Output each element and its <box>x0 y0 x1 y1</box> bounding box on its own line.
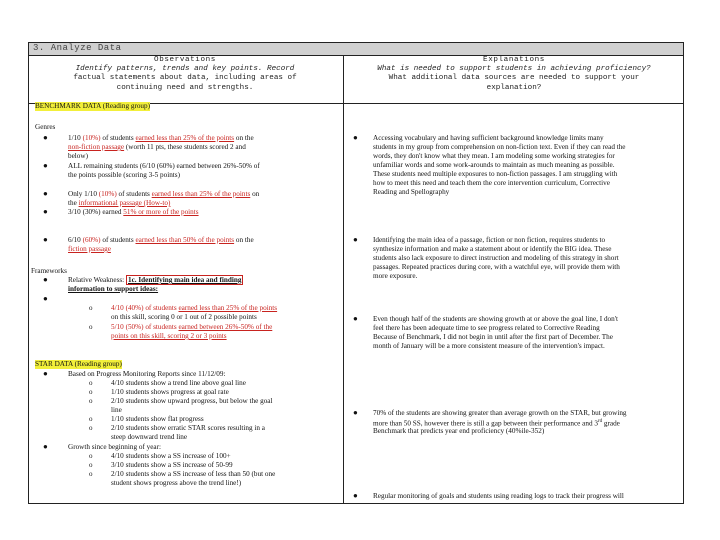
explanation-4-line-2: more than 50 SS, however there is still a gap between their performance and 3rd grade <box>373 419 620 428</box>
benchmark-bullet-2-line-2: the points possible (scoring 3-5 points) <box>68 171 180 179</box>
bullet-icon: ● <box>43 369 48 378</box>
star-sub-line: 2/10 students show erratic STAR scores resulting in a <box>111 424 265 432</box>
section-title: 3. Analyze Data <box>33 43 122 53</box>
observations-subtitle-2: factual statements about data, including areas of <box>73 74 297 83</box>
benchmark-bullet-1-line-2: non-fiction passage (worth 11 pts, these students scored 2 and <box>68 143 246 151</box>
observations-subtitle-1: Identify patterns, trends and key points. Record <box>75 65 295 74</box>
star-sub-line: 2/10 students show upward progress, but below the goal <box>111 397 273 405</box>
observations-header <box>29 56 341 93</box>
sub-bullet-icon: o <box>89 304 93 312</box>
bullet-icon: ● <box>353 408 358 417</box>
benchmark-heading: BENCHMARK DATA (Reading group) <box>35 102 151 110</box>
explanation-4-line-3: Benchmark that predicts year end proficiency (40%ile-352) <box>373 427 545 435</box>
explanation-1-line: how to meet this need and teach them the core intervention curriculum, Corrective <box>373 179 610 187</box>
observations-title: Observations <box>154 56 216 64</box>
explanation-1-line: unfamiliar words and some work-arounds to maintain as much meaning as possible. <box>373 161 615 169</box>
explanation-2-line: more exposure. <box>373 272 418 280</box>
column-divider <box>343 56 344 503</box>
bullet-icon: ● <box>353 314 358 323</box>
explanation-1-line: Accessing vocabulary and having sufficient background knowledge limits many <box>373 134 604 142</box>
sub-bullet-icon: o <box>89 470 93 478</box>
explanation-3-line: month of January will be a more consistent measure of the intervention's impact. <box>373 342 605 350</box>
sub-bullet-icon: o <box>89 452 93 460</box>
benchmark-bullet-3-line-1: Only 1/10 (10%) of students earned less than 25% of the points on <box>68 190 260 198</box>
explanation-5-line: Regular monitoring of goals and students using reading logs to track their progress will <box>373 492 624 500</box>
benchmark-bullet-3-line-2: the informational passage (How-to) <box>68 199 171 207</box>
framework-bullet-line-2: information to support ideas: <box>68 285 159 293</box>
bullet-icon: ● <box>353 133 358 142</box>
explanation-4-line-1: 70% of the students are showing greater than average growth on the STAR, but growing <box>373 409 627 417</box>
benchmark-bullet-4: 3/10 (30%) earned 51% or more of the points <box>68 208 199 216</box>
explanation-3-line: Because of Benchmark, I did not begin in until after the first part of December. The <box>373 333 613 341</box>
sub-bullet-icon: o <box>89 461 93 469</box>
bullet-icon: ● <box>353 491 358 500</box>
explanations-subtitle-1: What is needed to support students in achieving proficiency? <box>377 65 651 74</box>
bullet-icon: ● <box>43 275 48 284</box>
explanations-subtitle-3: explanation? <box>486 83 542 92</box>
section-title-bar <box>29 43 683 56</box>
genres-label: Genres <box>35 123 56 131</box>
sub-bullet-icon: o <box>89 379 93 387</box>
sub-bullet-icon: o <box>89 424 93 432</box>
explanation-3-line: Even though half of the students are showing growth at or above the goal line, I don't <box>373 315 619 323</box>
star-sub-line: 1/10 students show flat progress <box>111 415 204 423</box>
star-sub-line: steep downward trend line <box>111 433 188 441</box>
framework-sub-2-line-1: 5/10 (50%) of students earned between 26%-50% of the <box>111 323 273 331</box>
explanation-2-line: Identifying the main idea of a passage, fiction or non fiction, requires students to <box>373 236 606 244</box>
explanation-3-line: feel there has been adequate time to see progress related to Corrective Reading <box>373 324 600 332</box>
explanation-2-line: students also lack exposure to direct instruction and modeling of this strategy in short <box>373 254 619 262</box>
observations-subtitle-3: continuing need and strengths. <box>116 83 254 92</box>
sub-bullet-icon: o <box>89 388 93 396</box>
star-sub-line: line <box>111 406 122 414</box>
bullet-icon: ● <box>43 207 48 216</box>
growth-line: 2/10 students show a SS increase of less than 50 (but one <box>111 470 276 478</box>
bullet-icon: ● <box>43 294 48 303</box>
explanation-1-line: words, they don't know what they mean. I am modeling some working strategies for <box>373 152 615 160</box>
bullet-icon: ● <box>43 235 48 244</box>
framework-bullet-line-1: Relative Weakness: 1c. Identifying main idea and finding <box>68 276 242 284</box>
explanation-2-line: passages. Repeated practices during core, with a watchful eye, will provide them with <box>373 263 620 271</box>
explanation-1-line: Reading and Spellography <box>373 188 450 196</box>
analyze-data-table <box>28 42 684 504</box>
bullet-icon: ● <box>43 161 48 170</box>
star-sub-line: 4/10 students show a trend line above goal line <box>111 379 246 387</box>
growth-line: 4/10 students show a SS increase of 100+ <box>111 452 231 460</box>
explanation-1-line: These students need multiple exposures to non-fiction passages. I am struggling with <box>373 170 618 178</box>
bullet-icon: ● <box>353 235 358 244</box>
benchmark-bullet-1-line-3: below) <box>68 152 88 160</box>
growth-line: student shows progress above the trend line!) <box>111 479 242 487</box>
frameworks-label: Frameworks <box>31 267 67 275</box>
explanation-2-line: synthesize information and make a statement about or identify the BIG idea. These <box>373 245 612 253</box>
star-bullet-2: Growth since beginning of year: <box>68 443 162 451</box>
bullet-icon: ● <box>43 189 48 198</box>
framework-sub-2-line-2: points on this skill, scoring 2 or 3 points <box>111 332 227 340</box>
sub-bullet-icon: o <box>89 415 93 423</box>
benchmark-bullet-5-line-2: fiction passage <box>68 245 111 253</box>
star-sub-line: 1/10 students shows progress at goal rate <box>111 388 229 396</box>
benchmark-bullet-5-line-1: 6/10 (60%) of students earned less than 50% of the points on the <box>68 236 254 244</box>
bullet-icon: ● <box>43 133 48 142</box>
framework-sub-1-line-1: 4/10 (40%) of students earned less than 25% of the points <box>111 304 278 312</box>
star-heading: STAR DATA (Reading group) <box>35 360 122 368</box>
sub-bullet-icon: o <box>89 323 93 331</box>
benchmark-bullet-1-line-1: 1/10 (10%) of students earned less than 25% of the points on the <box>68 134 254 142</box>
explanations-header <box>345 56 683 93</box>
star-bullet-1: Based on Progress Monitoring Reports since 11/12/09: <box>68 370 226 378</box>
growth-line: 3/10 students show a SS increase of 50-99 <box>111 461 233 469</box>
explanations-subtitle-2: What additional data sources are needed to support your <box>388 74 640 83</box>
benchmark-bullet-2-line-1: ALL remaining students (6/10 (60%) earned between 26%-50% of <box>68 162 260 170</box>
explanation-1-line: students in my group from comprehension on non-fiction text. Even if they can read the <box>373 143 626 151</box>
framework-sub-1-line-2: on this skill, scoring 0 or 1 out of 2 possible points <box>111 313 257 321</box>
bullet-icon: ● <box>43 442 48 451</box>
explanations-title: Explanations <box>483 56 545 64</box>
sub-bullet-icon: o <box>89 397 93 405</box>
